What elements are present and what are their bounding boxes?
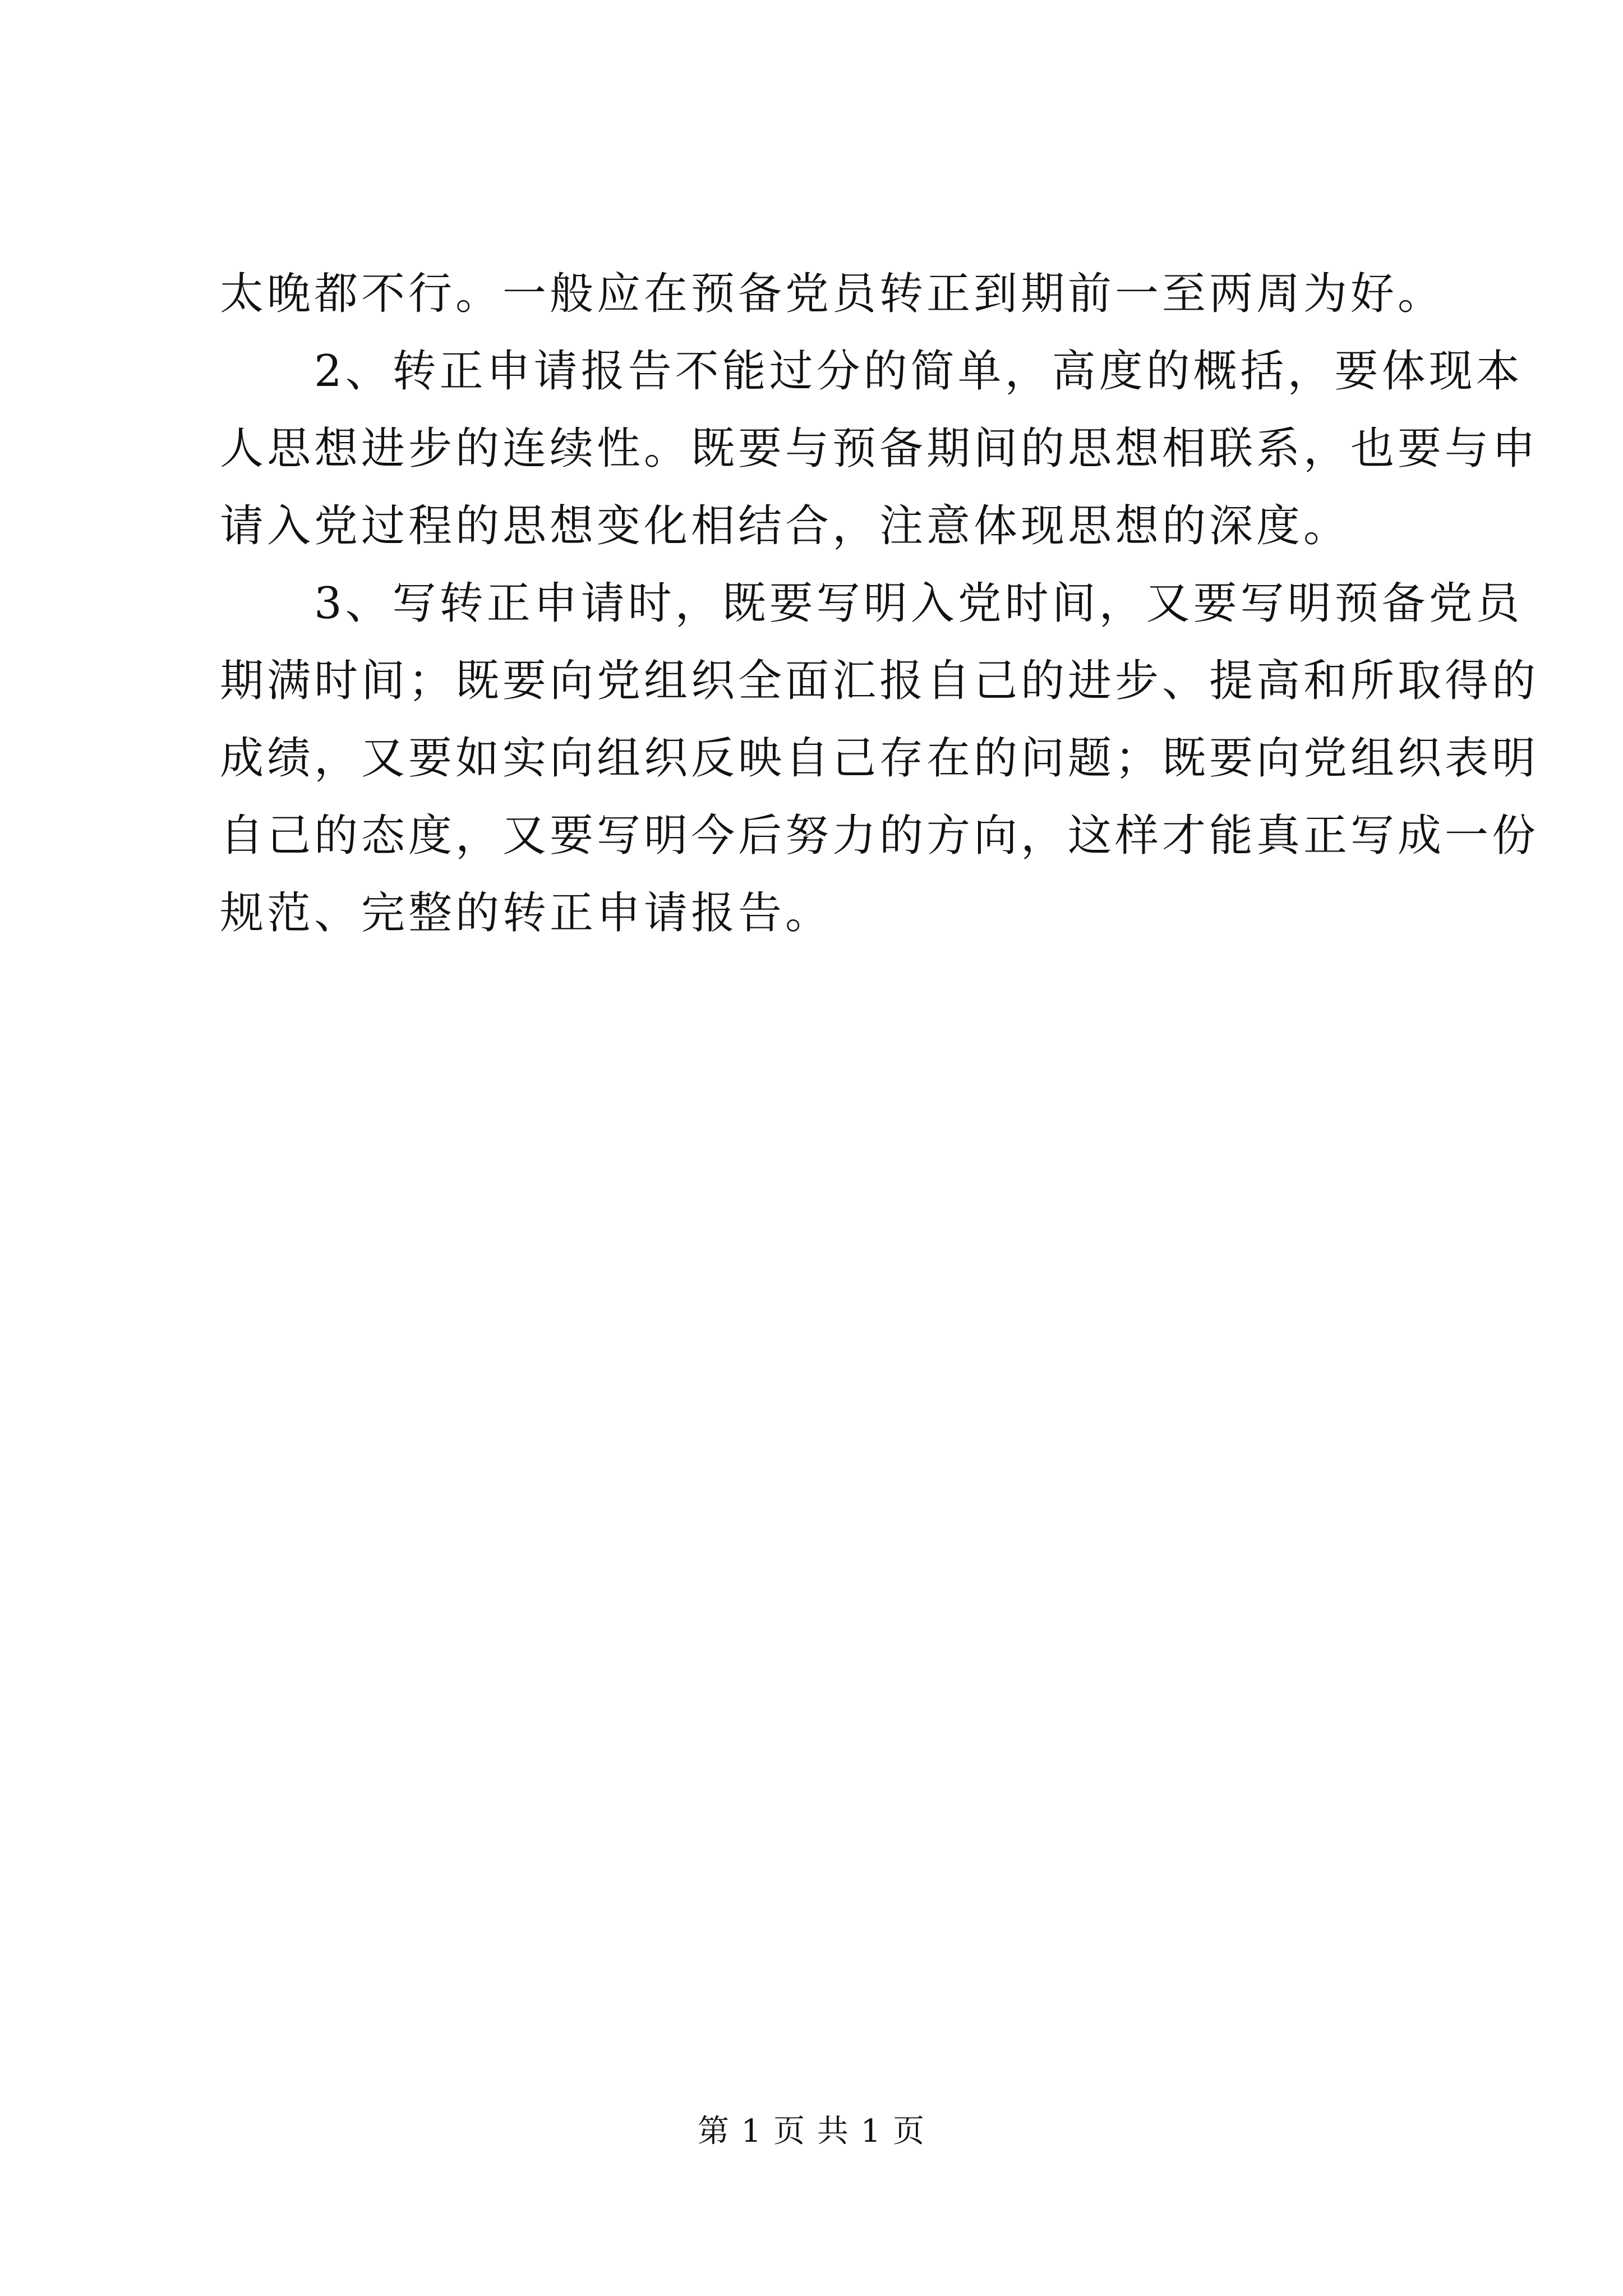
- text-line: 人思想进步的连续性。既要与预备期间的思想相联系，也要与申: [220, 424, 1539, 474]
- document-body: [220, 255, 1539, 952]
- text-line: 自己的态度，又要写明今后努力的方向，这样才能真正写成一份: [220, 811, 1539, 861]
- text-line: 3、写转正申请时，既要写明入党时间，又要写明预备党员: [220, 578, 1523, 629]
- text-line: 2、转正申请报告不能过分的简单，高度的概括，要体现本: [220, 346, 1523, 397]
- text-line: 请入党过程的思想变化相结合，注意体现思想的深度。: [220, 501, 1351, 551]
- text-line: 规范、完整的转正申请报告。: [220, 888, 833, 938]
- text-line: 期满时间；既要向党组织全面汇报自己的进步、提高和所取得的: [220, 656, 1539, 706]
- page-number-footer: 第 1 页 共 1 页: [697, 2113, 926, 2150]
- text-line: 太晚都不行。一般应在预备党员转正到期前一至两周为好。: [220, 269, 1445, 319]
- text-line: 成绩，又要如实向组织反映自己存在的问题；既要向党组织表明: [220, 733, 1539, 784]
